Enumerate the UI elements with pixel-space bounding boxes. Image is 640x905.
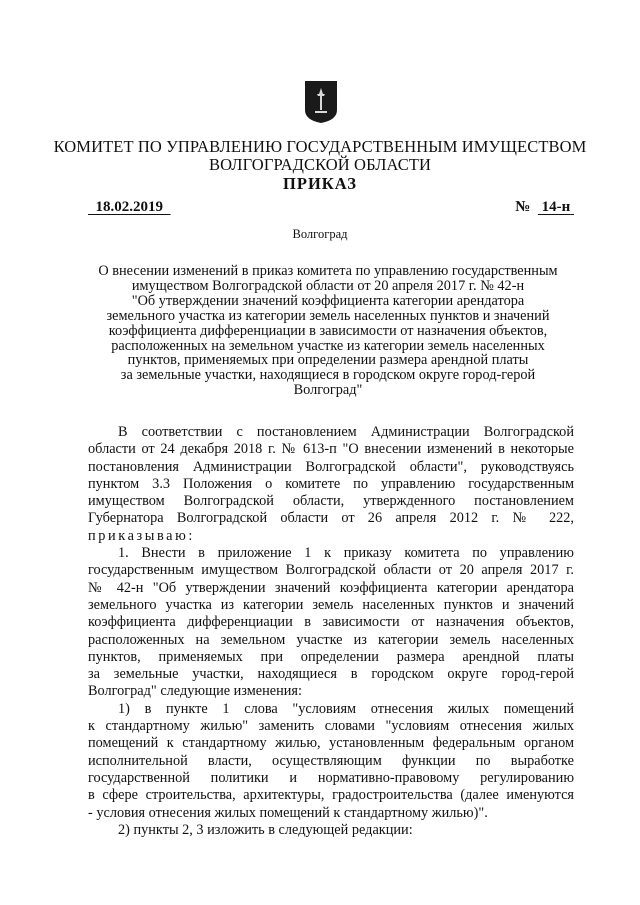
- organization-name-line2: ВОЛГОГРАДСКОЙ ОБЛАСТИ: [208, 155, 432, 174]
- body-line: к стандартному жилью" заменить словами "условиям отнесения жилых: [88, 718, 574, 735]
- volgograd-emblem-icon: [304, 80, 338, 124]
- document-date: 18.02.2019: [95, 199, 163, 215]
- subject-line: "Об утверждении значений коэффициента категории арендатора: [131, 292, 525, 309]
- document-subject: [78, 264, 578, 398]
- body-line: постановления Администрации Волгоградской области", руководствуясь: [88, 458, 574, 475]
- city: Волгоград: [292, 227, 348, 241]
- body-line: государственным имуществом Волгоградской области от 20 апреля 2017 г.: [88, 562, 574, 579]
- subject-line: пунктов, применяемых при определении размера арендной платы: [127, 352, 529, 369]
- body-line: области от 24 декабря 2018 г. № 613-п "О внесении изменений в некоторые: [88, 441, 574, 458]
- body-line: за земельные участки, находящиеся в городском округе город-герой: [88, 666, 574, 683]
- body-line: В соответствии с постановлением Администрации Волгоградской: [118, 424, 574, 440]
- body-line: 1. Внести в приложение 1 к приказу комитета по управлению: [118, 545, 574, 562]
- subject-line: Волгоград": [293, 382, 363, 399]
- body-line: Волгоград" следующие изменения:: [88, 683, 302, 700]
- body-line: № 42-н "Об утверждении значений коэффициента категории арендатора: [88, 579, 574, 596]
- body-line: Губернатора Волгоградской области от 26 апреля 2012 г. № 222,: [88, 510, 574, 527]
- body-line: государственной политики и нормативно-правовому регулированию: [88, 769, 574, 786]
- subject-line: имуществом Волгоградской области от 20 апреля 2017 г. № 42-н: [131, 277, 525, 294]
- body-line: 2) пункты 2, 3 изложить в следующей редакции:: [118, 821, 413, 838]
- body-line: земельного участка из категории земель населенных пунктов и значений: [88, 596, 574, 613]
- document-type: ПРИКАЗ: [283, 174, 357, 193]
- subject-line: О внесении изменений в приказ комитета по управлению государственным: [98, 263, 558, 279]
- body-line: исполнительной власти, осуществляющим функции по выработке: [88, 752, 574, 769]
- body-line: 1) в пункте 1 слова "условиям отнесения жилых помещений: [118, 700, 574, 717]
- organization-name-line1: КОМИТЕТ ПО УПРАВЛЕНИЮ ГОСУДАРСТВЕННЫМ ИМУЩЕСТВОМ: [53, 137, 587, 156]
- body-line: помещений к стандартному жилью, установленным федеральным органом: [88, 735, 574, 752]
- body-line: коэффициента дифференциации в зависимости от назначения объектов,: [88, 614, 574, 631]
- body-line: пунктов, применяемых при определении размера арендной платы: [88, 648, 574, 665]
- body-line: расположенных на земельном участке из категории земель населенных: [88, 631, 574, 648]
- document-number: [515, 199, 574, 216]
- order-verb: приказываю:: [88, 527, 195, 544]
- number-label: №: [515, 199, 531, 215]
- body-line: в сфере строительства, архитектуры, градостроительства (далее именуются: [88, 787, 574, 804]
- number-value: 14-н: [541, 199, 571, 215]
- document-body: [88, 424, 574, 839]
- body-line: имуществом Волгоградской области, утвержденного постановлением: [88, 493, 574, 510]
- subject-line: за земельные участки, находящиеся в городском округе город-герой: [120, 367, 536, 384]
- subject-line: земельного участка из категории земель населенных пунктов и значений: [106, 307, 550, 324]
- subject-line: расположенных на земельном участке из категории земель населенных: [111, 337, 545, 354]
- body-line: пунктом 3.3 Положения о комитете по управлению государственным: [88, 475, 574, 492]
- body-line: - условия отнесения жилых помещений к стандартному жилью)".: [88, 804, 488, 821]
- subject-line: коэффициента дифференциации в зависимости от назначения объектов,: [108, 322, 548, 339]
